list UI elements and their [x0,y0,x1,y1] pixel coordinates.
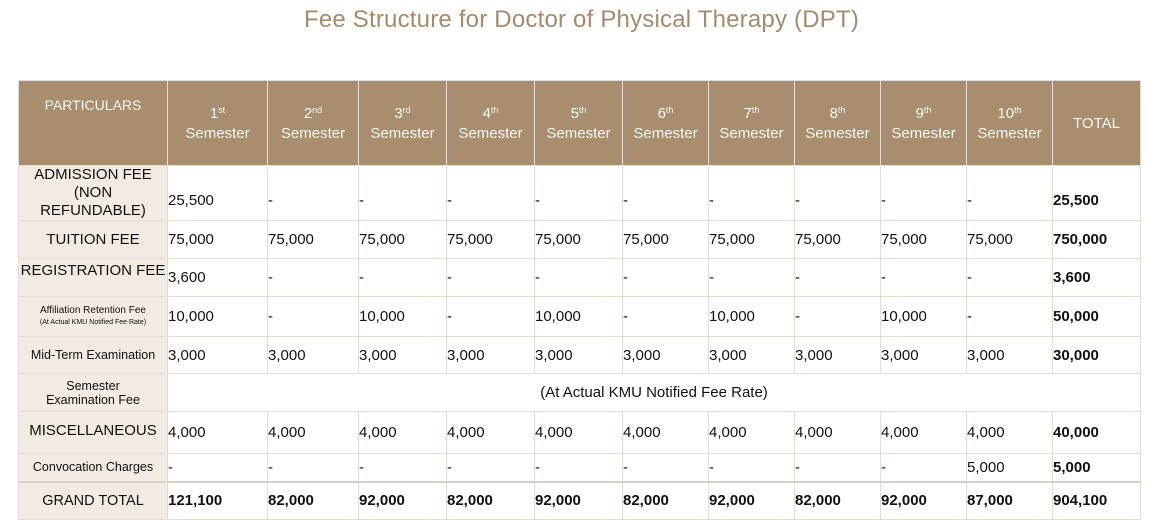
fee-cell-semester-6: 82,000 [623,482,709,520]
semester-word: Semester [891,125,956,142]
fee-cell-semester-1: 25,500 [168,166,268,221]
fee-cell-semester-3: 10,000 [359,297,447,337]
fee-cell-semester-5: 4,000 [535,412,623,454]
fee-cell-semester-2: 4,000 [268,412,359,454]
ordinal-suffix: th [837,105,846,115]
semester-exam-note: (At Actual KMU Notified Fee Rate) [168,374,1141,412]
ordinal-suffix: st [218,105,226,115]
header-semester-6 [623,81,709,166]
semester-number: 9 [915,105,924,122]
row-semester-examination-fee [19,374,1141,412]
fee-cell-total: 25,500 [1053,166,1141,221]
fee-cell-semester-5: - [535,454,623,482]
fee-cell-semester-4: - [447,259,535,297]
fee-cell-semester-10: - [967,297,1053,337]
fee-cell-semester-1: 3,000 [168,337,268,374]
ordinal-suffix: th [665,105,674,115]
label-text: Affiliation Retention Fee [40,304,146,316]
fee-cell-semester-9: 3,000 [881,337,967,374]
fee-cell-semester-4: 4,000 [447,412,535,454]
fee-cell-semester-2: - [268,297,359,337]
fee-cell-semester-7: 75,000 [709,221,795,259]
fee-cell-semester-8: 3,000 [795,337,881,374]
fee-cell-semester-5: - [535,259,623,297]
label-subtext: (At Actual KMU Notified Fee Rate) [39,318,147,326]
ordinal-suffix: nd [312,105,323,115]
fee-cell-semester-3: - [359,454,447,482]
fee-cell-semester-1: 121,100 [168,482,268,520]
label-line: ADMISSION FEE [34,166,152,183]
label-text: REGISTRATION FEE [20,262,166,279]
fee-cell-semester-8: 75,000 [795,221,881,259]
semester-word: Semester [633,125,698,142]
fee-cell-semester-5: - [535,166,623,221]
row-miscellaneous [19,412,1141,454]
fee-cell-semester-9: 92,000 [881,482,967,520]
fee-cell-semester-4: 75,000 [447,221,535,259]
ordinal-suffix: rd [402,105,411,115]
fee-cell-total: 3,600 [1053,259,1141,297]
row-label [19,374,168,412]
header-semester-4 [447,81,535,166]
semester-ordinal [709,102,794,122]
fee-cell-semester-4: - [447,454,535,482]
fee-cell-semester-7: - [709,259,795,297]
header-semester-1 [168,81,268,166]
ordinal-suffix: th [923,105,932,115]
fee-cell-total: 5,000 [1053,454,1141,482]
header-total: TOTAL [1053,81,1141,166]
fee-cell-semester-6: 75,000 [623,221,709,259]
header-semester-7 [709,81,795,166]
semester-ordinal [447,102,534,122]
fee-cell-semester-2: - [268,259,359,297]
header-particulars: PARTICULARS [19,81,168,166]
semester-ordinal [359,102,446,122]
fee-cell-semester-5: 10,000 [535,297,623,337]
header-semester-10 [967,81,1053,166]
fee-cell-semester-4: 82,000 [447,482,535,520]
fee-cell-semester-7: 4,000 [709,412,795,454]
fee-cell-semester-1: - [168,454,268,482]
ordinal-suffix: th [578,105,587,115]
row-label [19,259,168,297]
fee-cell-total: 750,000 [1053,221,1141,259]
fee-cell-semester-5: 92,000 [535,482,623,520]
row-convocation-charges [19,454,1141,482]
fee-cell-semester-4: - [447,297,535,337]
semester-ordinal [881,102,966,122]
semester-word: Semester [458,125,523,142]
ordinal-suffix: th [1014,105,1022,115]
row-label: Convocation Charges [19,454,168,482]
row-label: TUITION FEE [19,221,168,259]
fee-cell-semester-3: - [359,259,447,297]
semester-number: 7 [743,105,752,122]
row-registration-fee [19,259,1141,297]
fee-cell-semester-10: 5,000 [967,454,1053,482]
semester-ordinal [623,102,708,122]
fee-cell-semester-6: 4,000 [623,412,709,454]
semester-ordinal [268,102,358,122]
fee-cell-semester-8: - [795,166,881,221]
fee-cell-semester-3: 92,000 [359,482,447,520]
fee-cell-semester-3: 75,000 [359,221,447,259]
fee-cell-semester-5: 3,000 [535,337,623,374]
semester-word: Semester [185,125,250,142]
row-affiliation-retention-fee [19,297,1141,337]
header-semester-9 [881,81,967,166]
fee-cell-semester-9: - [881,259,967,297]
fee-cell-semester-6: - [623,259,709,297]
row-mid-term-examination [19,337,1141,374]
fee-cell-semester-2: - [268,166,359,221]
fee-cell-semester-6: - [623,166,709,221]
fee-cell-semester-7: 3,000 [709,337,795,374]
fee-cell-semester-3: 4,000 [359,412,447,454]
fee-cell-semester-1: 75,000 [168,221,268,259]
fee-cell-semester-9: 4,000 [881,412,967,454]
semester-word: Semester [719,125,784,142]
fee-cell-semester-8: 4,000 [795,412,881,454]
semester-number: 10 [997,105,1015,122]
fee-cell-semester-10: 75,000 [967,221,1053,259]
semester-number: 4 [482,105,491,122]
row-label [19,166,168,221]
fee-cell-semester-2: - [268,454,359,482]
header-semester-8 [795,81,881,166]
fee-cell-semester-6: 3,000 [623,337,709,374]
ordinal-suffix: th [751,105,760,115]
row-label: GRAND TOTAL [19,482,168,520]
semester-word: Semester [370,125,435,142]
fee-structure-table [18,80,1141,520]
fee-cell-semester-8: - [795,454,881,482]
fee-cell-semester-2: 75,000 [268,221,359,259]
fee-cell-semester-1: 10,000 [168,297,268,337]
semester-ordinal [168,102,267,122]
semester-word: Semester [280,125,346,142]
fee-cell-semester-7: - [709,454,795,482]
fee-cell-semester-2: 3,000 [268,337,359,374]
fee-cell-semester-8: - [795,297,881,337]
row-admission-fee [19,166,1141,221]
fee-cell-semester-6: - [623,297,709,337]
header-semester-3 [359,81,447,166]
label-line: (NON REFUNDABLE) [40,184,146,219]
semester-number: 2 [303,105,313,122]
semester-ordinal [967,102,1052,122]
fee-cell-total: 50,000 [1053,297,1141,337]
label-line: Semester [66,378,120,393]
fee-cell-total: 40,000 [1053,412,1141,454]
fee-cell-semester-10: 3,000 [967,337,1053,374]
fee-cell-semester-10: - [967,259,1053,297]
fee-cell-total: 30,000 [1053,337,1141,374]
fee-cell-semester-3: 3,000 [359,337,447,374]
semester-number: 3 [394,105,403,122]
semester-number: 6 [657,105,666,122]
semester-ordinal [795,102,880,122]
semester-word: Semester [977,125,1042,142]
semester-word: Semester [546,125,611,142]
row-tuition-fee [19,221,1141,259]
header-semester-2 [268,81,359,166]
ordinal-suffix: th [490,105,499,115]
semester-number: 5 [570,105,579,122]
fee-cell-semester-1: 4,000 [168,412,268,454]
row-label [19,297,168,337]
row-grand-total [19,482,1141,520]
semester-number: 8 [829,105,838,122]
fee-cell-semester-5: 75,000 [535,221,623,259]
semester-word: Semester [805,125,870,142]
fee-cell-semester-10: 4,000 [967,412,1053,454]
semester-number: 1 [209,105,219,122]
fee-cell-total: 904,100 [1053,482,1141,520]
fee-cell-semester-4: - [447,166,535,221]
header-semester-5 [535,81,623,166]
semester-ordinal [535,102,622,122]
header-row [19,81,1141,166]
fee-cell-semester-9: - [881,166,967,221]
fee-cell-semester-2: 82,000 [268,482,359,520]
label-line: Examination Fee [46,392,140,407]
row-label: Mid-Term Examination [19,337,168,374]
fee-cell-semester-7: - [709,166,795,221]
fee-cell-semester-1: 3,600 [168,259,268,297]
row-label [19,412,168,454]
fee-cell-semester-3: - [359,166,447,221]
fee-cell-semester-9: - [881,454,967,482]
fee-cell-semester-9: 75,000 [881,221,967,259]
fee-cell-semester-7: 10,000 [709,297,795,337]
label-text: MISCELLANEOUS [29,422,157,439]
fee-cell-semester-7: 92,000 [709,482,795,520]
fee-cell-semester-10: 87,000 [967,482,1053,520]
fee-cell-semester-6: - [623,454,709,482]
fee-cell-semester-8: 82,000 [795,482,881,520]
fee-cell-semester-4: 3,000 [447,337,535,374]
fee-cell-semester-9: 10,000 [881,297,967,337]
page-title: Fee Structure for Doctor of Physical Therapy (DPT) [303,6,860,33]
fee-cell-semester-10: - [967,166,1053,221]
fee-cell-semester-8: - [795,259,881,297]
